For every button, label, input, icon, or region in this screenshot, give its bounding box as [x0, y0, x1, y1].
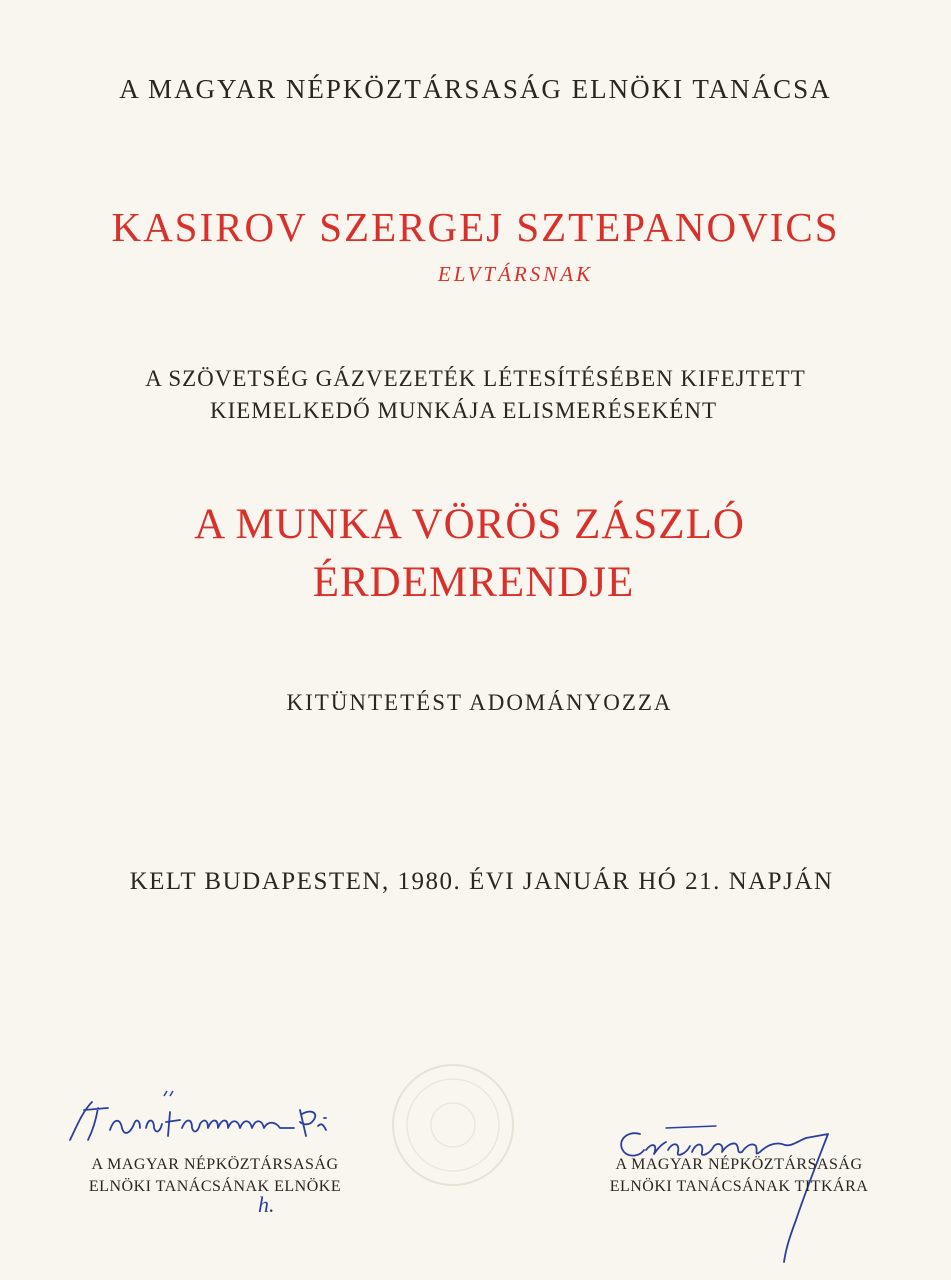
- embossed-seal-icon: [388, 1060, 518, 1190]
- right-signatory-line-1: A MAGYAR NÉPKÖZTÁRSASÁG: [615, 1156, 863, 1173]
- award-title-line-2: ÉRDEMRENDJE: [312, 559, 635, 606]
- issuer-header: A MAGYAR NÉPKÖZTÁRSASÁG ELNÖKI TANÁCSA: [119, 74, 832, 104]
- grants-statement: KITÜNTETÉST ADOMÁNYOZZA: [286, 690, 673, 715]
- left-signature-mark: h.: [258, 1192, 275, 1217]
- addressee-title: ELVTÁRSNAK: [437, 262, 594, 286]
- right-signatory-title: [594, 1154, 884, 1198]
- award-title-line-1: A MUNKA VÖRÖS ZÁSZLÓ: [194, 501, 745, 548]
- left-signature: [62, 1088, 352, 1148]
- date-place-line: KELT BUDAPESTEN, 1980. ÉVI JANUÁR HÓ 21. NAPJÁN: [129, 868, 834, 895]
- recipient-name: KASIROV SZERGEJ SZTEPANOVICS: [111, 204, 840, 250]
- reason-line-2: KIEMELKEDŐ MUNKÁJA ELISMERÉSEKÉNT: [209, 398, 718, 423]
- left-signatory-line-2: ELNÖKI TANÁCSÁNAK ELNÖKE: [88, 1178, 342, 1195]
- reason-line-1: A SZÖVETSÉG GÁZVEZETÉK LÉTESÍTÉSÉBEN KIFEJTETT: [145, 366, 806, 391]
- left-signatory-title: [70, 1154, 360, 1198]
- left-signatory-line-1: A MAGYAR NÉPKÖZTÁRSASÁG: [91, 1156, 339, 1173]
- right-signatory-line-2: ELNÖKI TANÁCSÁNAK TITKÁRA: [609, 1178, 869, 1195]
